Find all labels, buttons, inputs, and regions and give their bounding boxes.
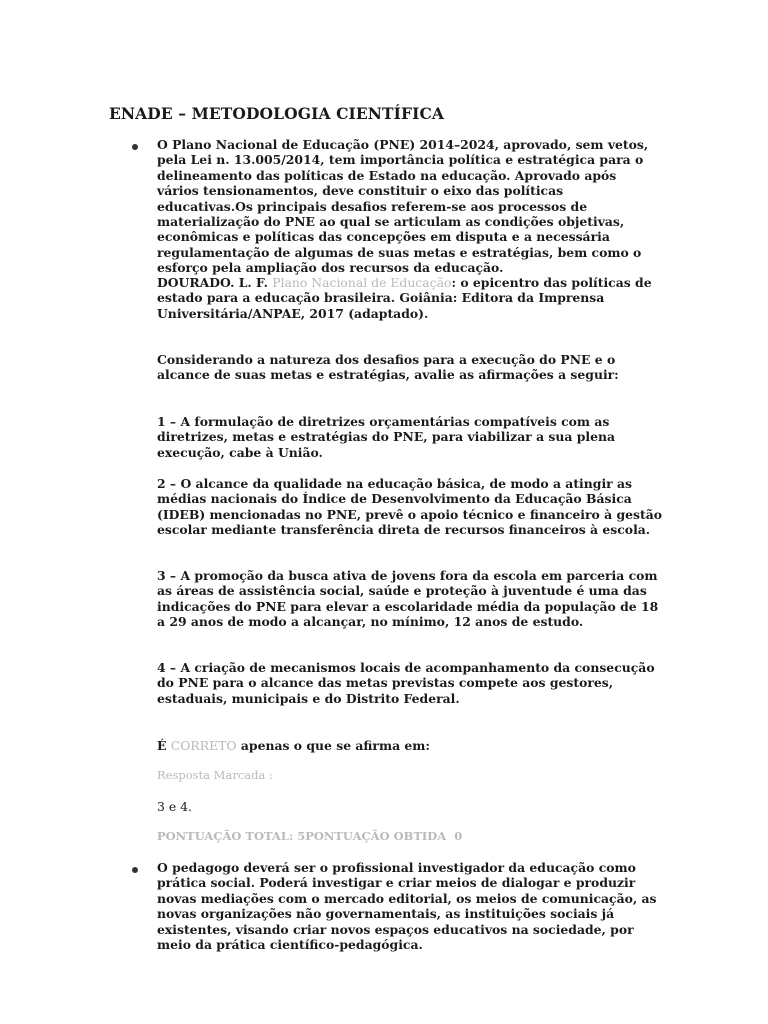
score-line: PONTUAÇÃO TOTAL: 5PONTUAÇÃO OBTIDA 0 [157,829,463,843]
q1-prompt: Considerando a natureza dos desafios para a execução do PNE e o alcance de suas metas e estratégias, avalie as afirmações a seguir: [157,352,619,383]
question-highlight: CORRETO [170,738,237,753]
bullet-icon [132,867,138,873]
statement-1: 1 – A formulação de diretrizes orçamentárias compatíveis com as diretrizes, metas e estratégias do PNE, para viabilizar a sua plena execução, cabe à União. [157,414,616,460]
question-post: apenas o que se afirma em: [240,738,430,753]
bullet-icon [132,144,138,150]
answer-label: Resposta Marcada : [157,768,273,782]
q1-intro: O Plano Nacional de Educação (PNE) 2014–2024, aprovado, sem vetos, pela Lei n. 13.005/2014, tem importância política e estratégica para o delineamento das políticas de Estado na educação. Aprovado após vários tensionamentos, deve constituir o eixo das políticas educativas.Os principais desafios referem-se aos processos de materialização do PNE ao qual se articulam as condições objetivas, econômicas e políticas das concepções em disputa e a necessária regulamentação de algumas de suas metas e estratégias, bem como o esforço pela ampliação dos recursos da educação. [157,137,649,276]
q1-citation [157,275,662,321]
q1-question [157,738,662,753]
statement-2: 2 – O alcance da qualidade na educação básica, de modo a atingir as médias nacionais do Índice de Desenvolvimento da Educação Básica (IDEB) mencionadas no PNE, prevê o apoio técnico e financeiro à gestão escolar mediante transferência direta de recursos financeiros à escola. [157,476,662,538]
page-title: ENADE – METODOLOGIA CIENTÍFICA [109,104,445,123]
citation-rest: : o epicentro das políticas de estado para a educação brasileira. Goiânia: Editora da Imprensa Universitária/ANPAE, 2017 (adaptado). [157,275,652,321]
question-pre: É [157,738,167,753]
answer-value: 3 e 4. [157,799,192,814]
q2-intro: O pedagogo deverá ser o profissional investigador da educação como prática social. Poderá investigar e criar meios de dialogar e produzir novas mediações com o mercado editorial, os meios de comunicação, as novas organizações não governamentais, as instituições sociais já existentes, visando criar novos espaços educativos na sociedade, por meio da prática científico-pedagógica. [157,860,657,953]
statement-4: 4 – A criação de mecanismos locais de acompanhamento da consecução do PNE para o alcance das metas previstas compete aos gestores, estaduais, municipais e do Distrito Federal. [157,660,655,706]
citation-author: DOURADO. L. F. [157,275,268,290]
citation-work: Plano Nacional de Educação [272,275,452,290]
statement-3: 3 – A promoção da busca ativa de jovens fora da escola em parceria com as áreas de assistência social, saúde e proteção à juventude é uma das indicações do PNE para elevar a escolaridade média da população de 18 a 29 anos de modo a alcançar, no mínimo, 12 anos de estudo. [157,568,659,630]
